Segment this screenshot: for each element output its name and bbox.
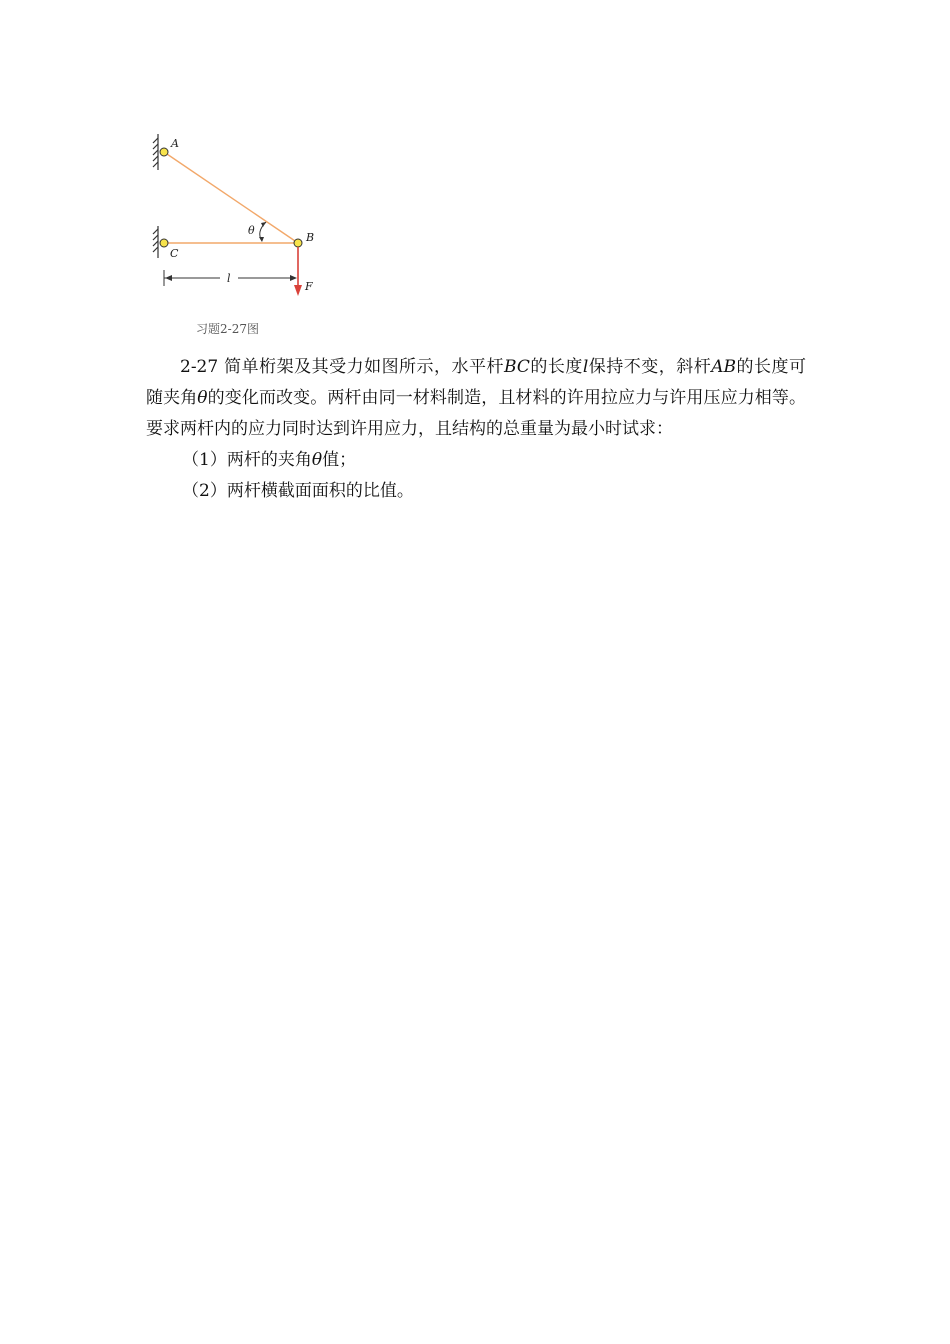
question-2: （2）两杆横截面面积的比值。 bbox=[182, 481, 414, 501]
statement-part-3: 保持不变，斜杆 bbox=[588, 357, 712, 377]
dim-arrow-left bbox=[165, 275, 172, 281]
statement-part-4: 的长度可随夹角 bbox=[146, 357, 807, 408]
bar-ab bbox=[164, 152, 298, 243]
statement-part-1: 简单桁架及其受力如图所示，水平杆 bbox=[224, 357, 505, 377]
dim-arrow-right bbox=[290, 275, 297, 281]
label-c: C bbox=[170, 247, 179, 260]
bar-ab-symbol: AB bbox=[711, 357, 737, 377]
problem-body bbox=[146, 352, 806, 507]
problem-number: 2-27 bbox=[180, 357, 219, 377]
wall-support-c bbox=[153, 226, 158, 258]
label-force: F bbox=[305, 280, 313, 293]
question-1 bbox=[146, 445, 806, 476]
joint-a bbox=[160, 148, 168, 156]
truss-diagram bbox=[150, 128, 330, 308]
theta-symbol: θ bbox=[197, 388, 208, 408]
label-length: l bbox=[227, 272, 231, 285]
force-arrowhead bbox=[294, 285, 302, 296]
problem-statement bbox=[146, 352, 806, 445]
angle-arrow-top bbox=[261, 222, 266, 227]
label-b: B bbox=[306, 231, 315, 244]
joint-b bbox=[294, 239, 302, 247]
wall-support-a bbox=[153, 134, 158, 170]
statement-part-5: 的变化而改变。两杆由同一材料制造，且材料的许用拉应力与许用压应力相等。要求两杆内的应力同时达到许用应力，且结构的总重量为最小时试求： bbox=[146, 388, 806, 439]
label-theta: θ bbox=[248, 224, 255, 237]
angle-arrow-bottom bbox=[259, 237, 264, 242]
bar-bc-symbol: BC bbox=[504, 357, 530, 377]
question-1-theta: θ bbox=[311, 450, 323, 470]
label-a: A bbox=[171, 137, 179, 150]
statement-part-2: 的长度 bbox=[529, 357, 583, 377]
question-1-end: 值； bbox=[322, 450, 357, 470]
figure-caption: 习题2-27图 bbox=[196, 322, 259, 336]
length-symbol: l bbox=[582, 357, 589, 377]
joint-c bbox=[160, 239, 168, 247]
truss-figure bbox=[150, 128, 330, 308]
question-1-text: （1）两杆的夹角 bbox=[182, 450, 312, 470]
